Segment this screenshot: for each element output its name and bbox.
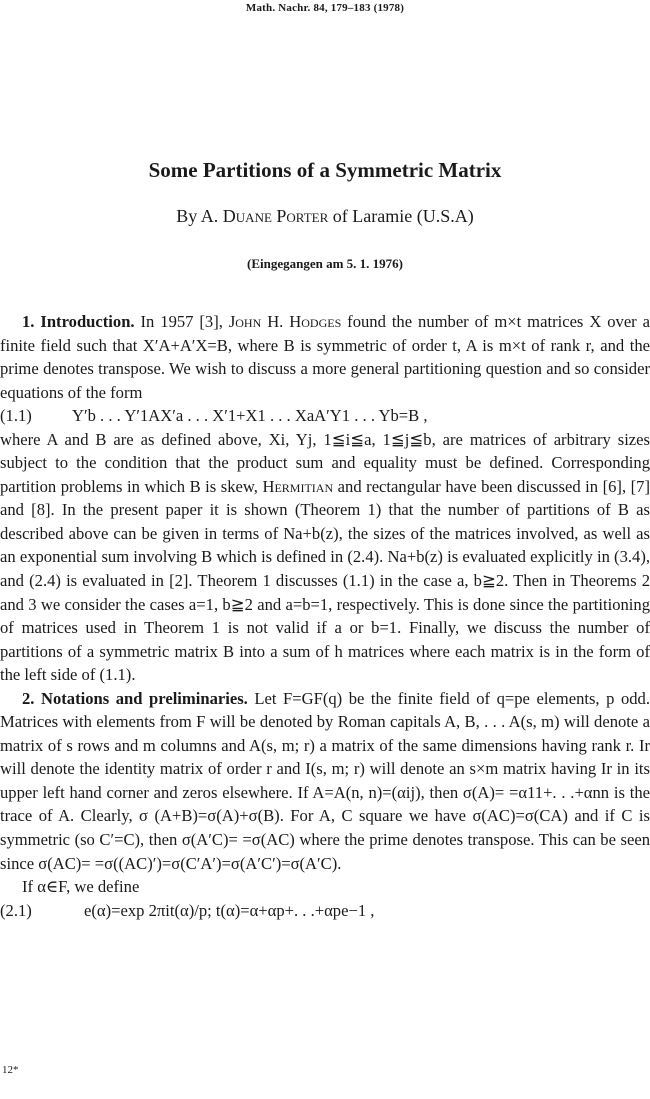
byline-suffix: of Laramie (U.S.A)	[332, 206, 474, 226]
received-date: (Eingegangen am 5. 1. 1976)	[247, 256, 403, 271]
equation-formula: Y′b . . . Y′1AX′a . . . X′1+X1 . . . XaA′Y1 . . . Yb=B ,	[72, 406, 428, 426]
notations-paragraph	[0, 687, 650, 875]
intro2-text-a: where A and B are as defined above, Xi, Yj, 1≦i≦a, 1≦j≦b, are matrices of arbitrary sizes subject to the condition that the product sum and equality must be defined. Corresponding partition problems in which B is skew,	[0, 429, 650, 496]
hermitian-term: Hermitian	[262, 476, 334, 496]
section-heading-notations: 2. Notations and preliminaries.	[22, 688, 248, 708]
define-line: If α∈F, we define	[22, 877, 140, 897]
section-heading-introduction: 1. Introduction.	[22, 312, 135, 331]
intro-text-a: In 1957 [3],	[134, 312, 229, 331]
paper-title: Some Partitions of a Symmetric Matrix	[148, 158, 502, 182]
equation-label: (1.1)	[0, 406, 32, 426]
journal-header: Math. Nachr. 84, 179–183 (1978)	[245, 2, 405, 14]
equation-1-1	[0, 404, 650, 428]
signature-mark: 12*	[2, 1064, 19, 1076]
intro-text-b: found the number of m×t matrices X over a finite field such that X′A+A′X=B, where B is symmetric of order t, A is m×t of rank r, and the prime denotes transpose. We wish to discuss a more general partitioning question and so consider equations of the form	[0, 312, 650, 402]
equation-formula: e(α)=exp 2πit(α)/p; t(α)=α+αp+. . .+αpe−1 ,	[84, 900, 375, 920]
notations-text: Let F=GF(q) be the finite field of q=pe elements, p odd. Matrices with elements from F will be denoted by Roman capitals A, B, . . . A(s, m) will denote a matrix of s rows and m columns and A(s, m; r) a matrix of the same dimensions having rank r. Ir will denote the identity matrix of order r and I(s, m; r) will denote an s×m matrix having Ir in its upper left hand corner and zeros elsewhere. If A=A(n, n)=(αij), then σ(A)= =α11+. . .+αnn is the trace of A. Clearly, σ (A+B)=σ(A)+σ(B). For A, C square we have σ(AC)=σ(CA) and if C is symmetric (so C′=C), then σ(A′C)= =σ(AC) where the prime denotes transpose. This can be seen since σ(AC)= =σ((AC)′)=σ(C′A′)=σ(A′C′)=σ(A′C).	[0, 688, 650, 873]
intro2-text-b: and rectangular have been discussed in [6], [7] and [8]. In the present paper it is shown (Theorem 1) that the number of partitions of B as described above can be given in terms of Na+b(z), the sizes of the matrices involved, as well as an exponential sum involving B which is defined in (2.4). Na+b(z) is evaluated explicitly in (3.4), and (2.4) is evaluated in [2]. Theorem 1 discusses (1.1) in the case a, b≧2. Then in Theorems 2 and 3 we consider the cases a=1, b≧2 and a=b=1, respectively. This is done since the partitioning of matrices used in Theorem 1 is not valid if a or b=1. Finally, we discuss the number of partitions of a symmetric matrix B into a sum of h matrices where each matrix is in the form of the left side of (1.1).	[0, 476, 650, 685]
equation-label: (2.1)	[0, 900, 32, 920]
equation-2-1	[0, 899, 650, 923]
byline-prefix: By A.	[176, 206, 219, 226]
cited-author: John H. Hodges	[228, 312, 342, 331]
intro-paragraph	[0, 310, 650, 404]
paper-body	[0, 310, 650, 922]
author-byline	[0, 206, 650, 227]
author-name: Duane Porter	[222, 206, 329, 226]
intro-paragraph-continued	[0, 428, 650, 687]
